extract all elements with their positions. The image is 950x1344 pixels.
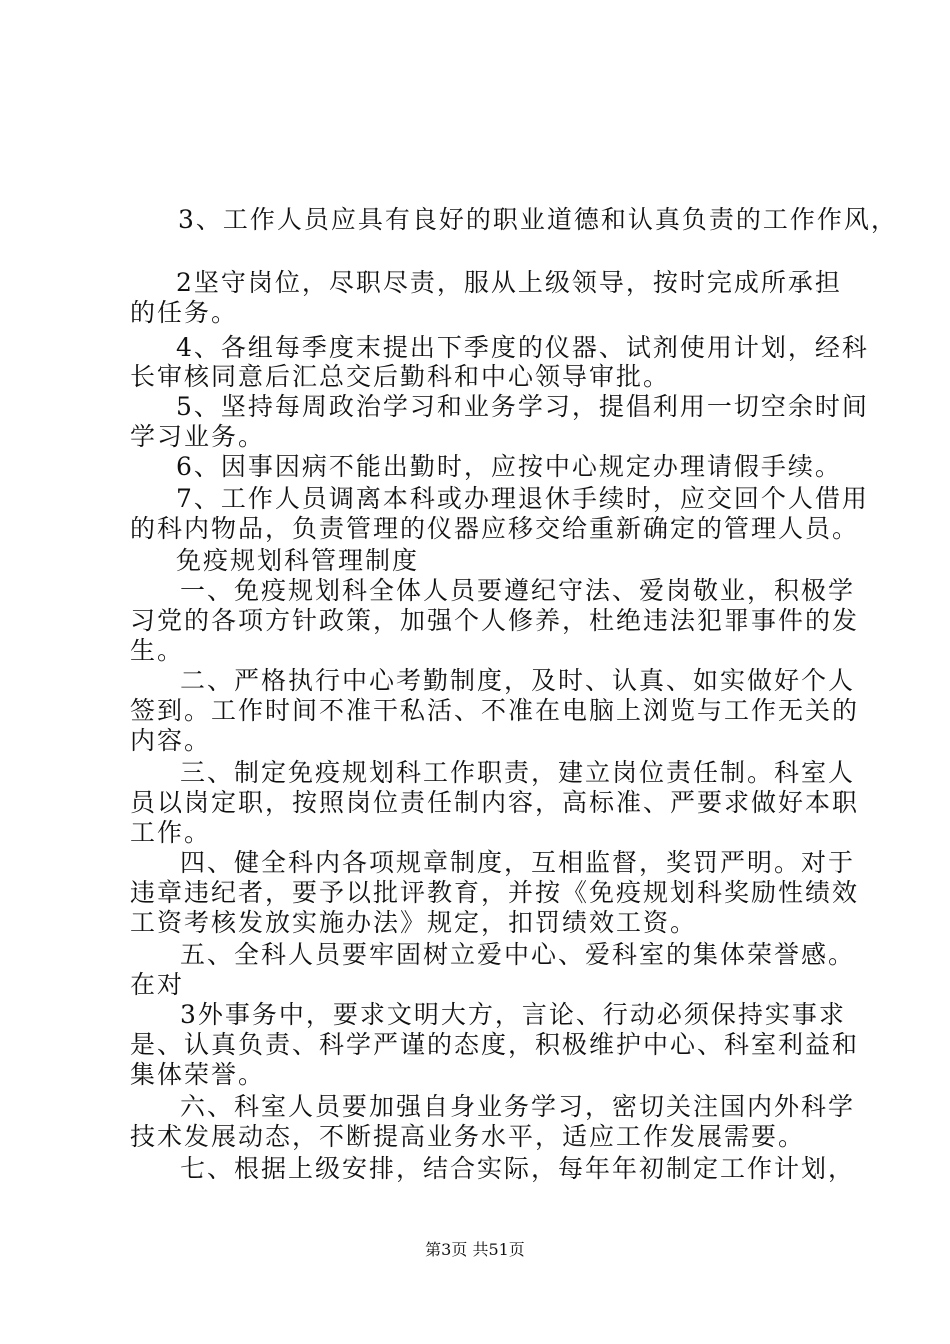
text-line: 是、认真负责、科学严谨的态度，积极维护中心、科室利益和: [130, 1030, 860, 1059]
text-line: 6、因事因病不能出勤时，应按中心规定办理请假手续。: [176, 452, 842, 481]
text-line: 学习业务。: [130, 422, 266, 451]
text-line: 四、健全科内各项规章制度，互相监督，奖罚严明。对于: [180, 848, 856, 877]
text-line: 工作。: [130, 818, 212, 847]
text-line: 二、严格执行中心考勤制度，及时、认真、如实做好个人: [180, 666, 856, 695]
text-line: 七、根据上级安排，结合实际，每年年初制定工作计划，: [180, 1154, 856, 1183]
text-line: 签到。工作时间不准干私活、不准在电脑上浏览与工作无关的: [130, 696, 860, 725]
text-line: 生。: [130, 636, 185, 665]
text-line: 3外事务中，要求文明大方，言论、行动必须保持实事求: [180, 1000, 846, 1029]
text-line: 长审核同意后汇总交后勤科和中心领导审批。: [130, 362, 671, 391]
text-line: 在对: [130, 970, 185, 999]
text-line: 员以岗定职，按照岗位责任制内容，高标准、严要求做好本职: [130, 788, 860, 817]
text-line: 4、各组每季度末提出下季度的仪器、试剂使用计划，经科: [176, 333, 869, 362]
section-heading: 免疫规划科管理制度: [176, 546, 420, 575]
text-line: 五、全科人员要牢固树立爱中心、爱科室的集体荣誉感。: [180, 940, 856, 969]
text-line: 六、科室人员要加强自身业务学习，密切关注国内外科学: [180, 1092, 856, 1121]
text-line: 一、免疫规划科全体人员要遵纪守法、爱岗敬业，积极学: [180, 576, 856, 605]
text-line: 集体荣誉。: [130, 1060, 266, 1089]
text-line: 技术发展动态，不断提高业务水平，适应工作发展需要。: [130, 1122, 806, 1151]
text-line: 5、坚持每周政治学习和业务学习，提倡利用一切空余时间: [176, 392, 869, 421]
text-line: 2坚守岗位，尽职尽责，服从上级领导，按时完成所承担: [176, 268, 842, 297]
text-line: 违章违纪者，要予以批评教育，并按《免疫规划科奖励性绩效: [130, 878, 860, 907]
text-line: 工资考核发放实施办法》规定，扣罚绩效工资。: [130, 908, 698, 937]
text-line: 7、工作人员调离本科或办理退休手续时，应交回个人借用: [176, 484, 869, 513]
text-line: 的科内物品，负责管理的仪器应移交给重新确定的管理人员。: [130, 514, 860, 543]
text-line: 习党的各项方针政策，加强个人修养，杜绝违法犯罪事件的发: [130, 606, 860, 635]
text-line: 3、工作人员应具有良好的职业道德和认真负责的工作作风，: [178, 205, 898, 234]
text-line: 内容。: [130, 726, 212, 755]
text-line: 三、制定免疫规划科工作职责，建立岗位责任制。科室人: [180, 758, 856, 787]
page-number-footer: 第3页 共51页: [425, 1240, 525, 1259]
text-line: 的任务。: [130, 298, 239, 327]
